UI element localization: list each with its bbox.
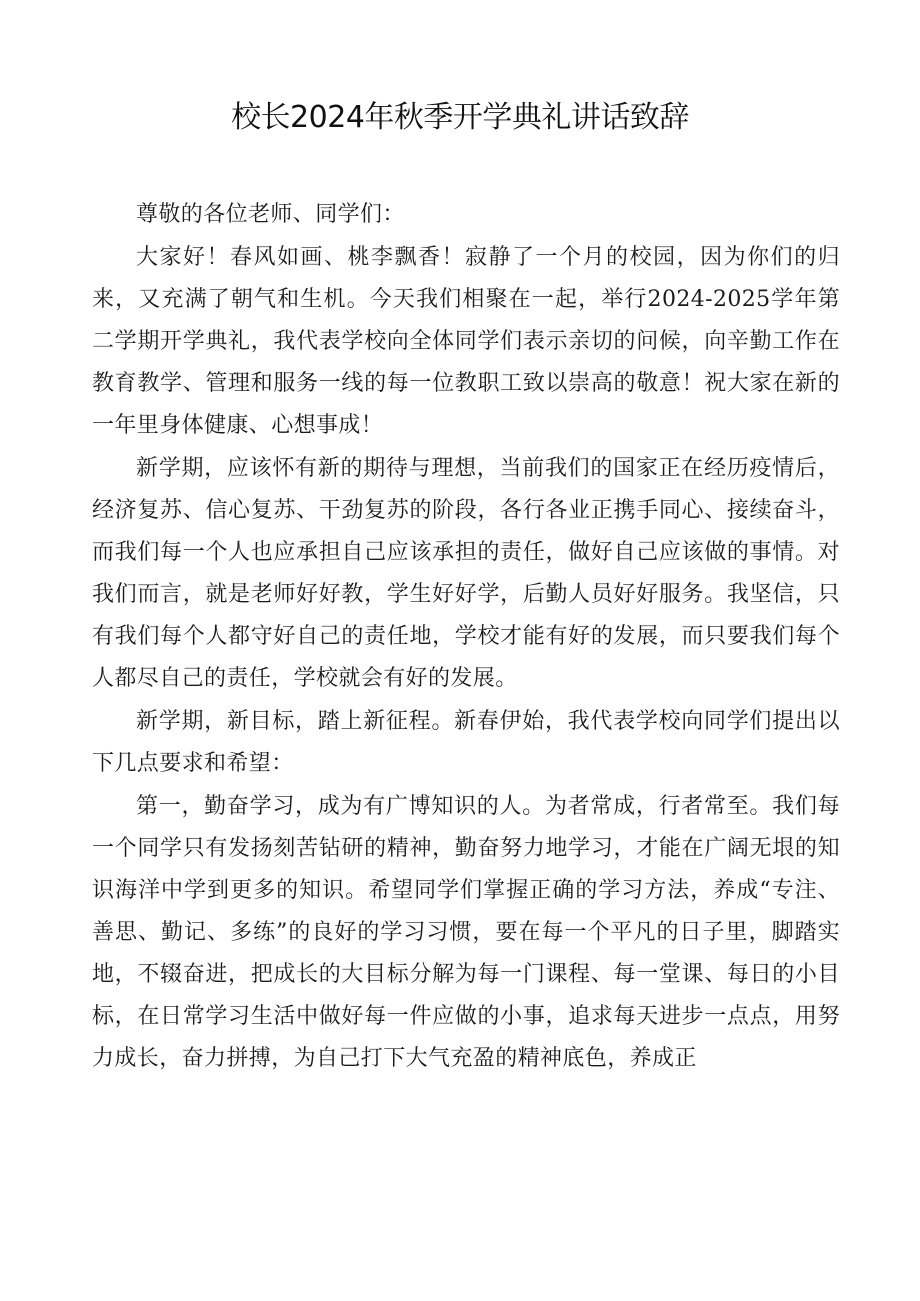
paragraph-salutation: 尊敬的各位老师、同学们： bbox=[136, 202, 405, 227]
document-title: 校长2024年秋季开学典礼讲话致辞 bbox=[231, 100, 689, 135]
paragraph-first-point: 第一，勤奋学习，成为有广博知识的人。为者常成，行者常至。我们每一个同学只有发扬刻苦钻研的精神，勤奋努力地学习，才能在广阔无垠的知识海洋中学到更多的知识。希望同学们掌握正确的学习方法，养成“专注、善思、勤记、多练”的良好的学习习惯，要在每一个平凡的日子里，脚踏实地，不辍奋进，把成长的大目标分解为每一门课程、每一堂课、每日的小目标，在日常学习生活中做好每一件应做的小事，追求每天进步一点点，用努力成长，奋力拼搏，为自己打下大气充盈的精神底色，养成正 bbox=[92, 794, 840, 1071]
paragraph-greeting: 大家好！春风如画、桃李飘香！寂静了一个月的校园，因为你们的归来，又充满了朝气和生机。今天我们相聚在一起，举行2024-2025学年第二学期开学典礼，我代表学校向全体同学们表示亲切的问候，向辛勤工作在教育教学、管理和服务一线的每一位教职工致以崇高的敬意！祝大家在新的一年里身体健康、心想事成！ bbox=[92, 245, 840, 438]
document-body bbox=[92, 194, 840, 1081]
paragraph-requirements-intro: 新学期，新目标，踏上新征程。新春伊始，我代表学校向同学们提出以下几点要求和希望： bbox=[92, 709, 840, 776]
paragraph-new-semester: 新学期，应该怀有新的期待与理想，当前我们的国家正在经历疫情后，经济复苏、信心复苏、干劲复苏的阶段，各行各业正携手同心、接续奋斗，而我们每一个人也应承担自己应该承担的责任，做好自己应该做的事情。对我们而言，就是老师好好教，学生好好学，后勤人员好好服务。我坚信，只有我们每个人都守好自己的责任地，学校才能有好的发展，而只要我们每个人都尽自己的责任，学校就会有好的发展。 bbox=[92, 456, 840, 691]
